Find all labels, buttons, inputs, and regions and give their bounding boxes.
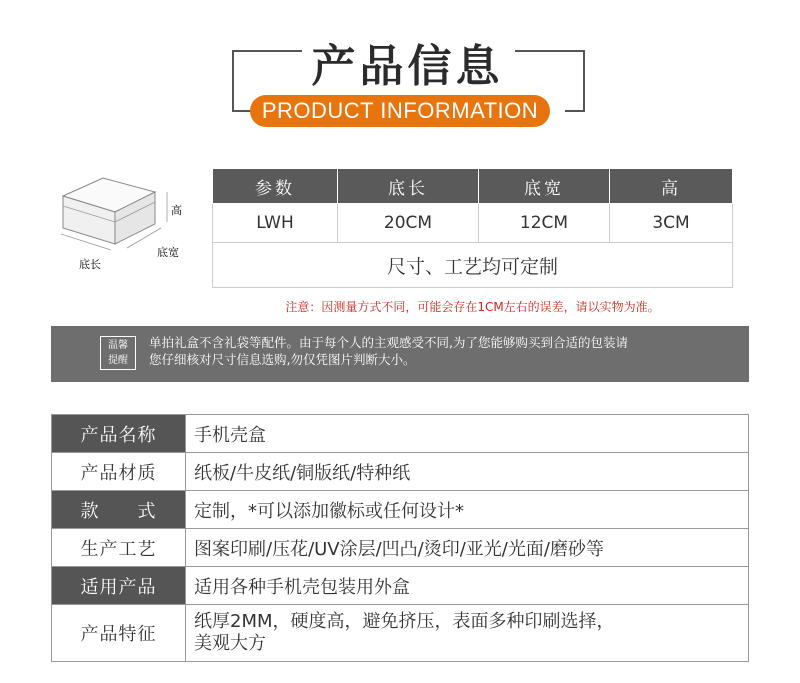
header-frame-line (232, 110, 252, 112)
custom-note: 尺寸、工艺均可定制 (213, 243, 733, 288)
table-row (52, 567, 749, 605)
table-row (52, 453, 749, 491)
dimension-table-custom-row (213, 243, 733, 288)
cell-lwh: LWH (213, 204, 338, 243)
header-frame-line (565, 110, 585, 112)
col-header-param: 参数 (213, 169, 338, 204)
row-key: 生产工艺 (52, 529, 186, 567)
row-value-line: 美观大方 (194, 633, 266, 654)
tip-text-line: 单拍礼盒不含礼袋等配件。由于每个人的主观感受不同,为了您能够购买到合适的包装请 (149, 335, 628, 350)
row-value: 图案印刷/压花/UV涂层/凹凸/烫印/亚光/光面/磨砂等 (186, 529, 749, 567)
cell-width: 12CM (479, 204, 610, 243)
table-row (52, 415, 749, 453)
row-value: 纸板/牛皮纸/铜版纸/特种纸 (186, 453, 749, 491)
tip-badge-line: 温馨 (108, 340, 128, 351)
row-key: 适用产品 (52, 567, 186, 605)
row-key: 款 式 (52, 491, 186, 529)
box-label-width: 底宽 (157, 246, 179, 259)
header-frame-line (232, 50, 234, 112)
table-row (52, 491, 749, 529)
row-key: 产品特征 (52, 605, 186, 662)
page-subtitle: PRODUCT INFORMATION (250, 95, 550, 127)
table-row (52, 605, 749, 662)
box-diagram (55, 170, 195, 280)
header-frame-line (583, 50, 585, 112)
row-key: 产品名称 (52, 415, 186, 453)
table-row (52, 529, 749, 567)
cell-height: 3CM (610, 204, 733, 243)
page-title: 产品信息 (311, 41, 504, 92)
box-label-height: 高 (171, 204, 182, 217)
row-value: 手机壳盒 (186, 415, 749, 453)
tip-badge (100, 336, 136, 370)
row-value: 适用各种手机壳包装用外盒 (186, 567, 749, 605)
measurement-notice: 注意：因测量方式不同，可能会存在1CM左右的误差，请以实物为准。 (285, 300, 660, 314)
header-frame-line (232, 50, 302, 52)
product-info-table (51, 414, 749, 662)
cell-length: 20CM (338, 204, 479, 243)
box-label-length: 底长 (79, 258, 101, 271)
dimension-table (212, 168, 733, 288)
col-header-width: 底宽 (479, 169, 610, 204)
tip-text-line: 您仔细核对尺寸信息选购,勿仅凭图片判断大小。 (149, 352, 416, 367)
row-value-line: 纸厚2MM，硬度高，避免挤压，表面多种印刷选择， (194, 611, 615, 632)
row-value: 定制，*可以添加徽标或任何设计* (186, 491, 749, 529)
col-header-length: 底长 (338, 169, 479, 204)
tip-badge-line: 提醒 (108, 355, 128, 366)
row-value (186, 605, 749, 662)
row-key: 产品材质 (52, 453, 186, 491)
tip-text (149, 334, 739, 368)
dimension-table-row (213, 204, 733, 243)
dimension-table-header (213, 169, 733, 204)
header-frame-line (515, 50, 585, 52)
col-header-height: 高 (610, 169, 733, 204)
